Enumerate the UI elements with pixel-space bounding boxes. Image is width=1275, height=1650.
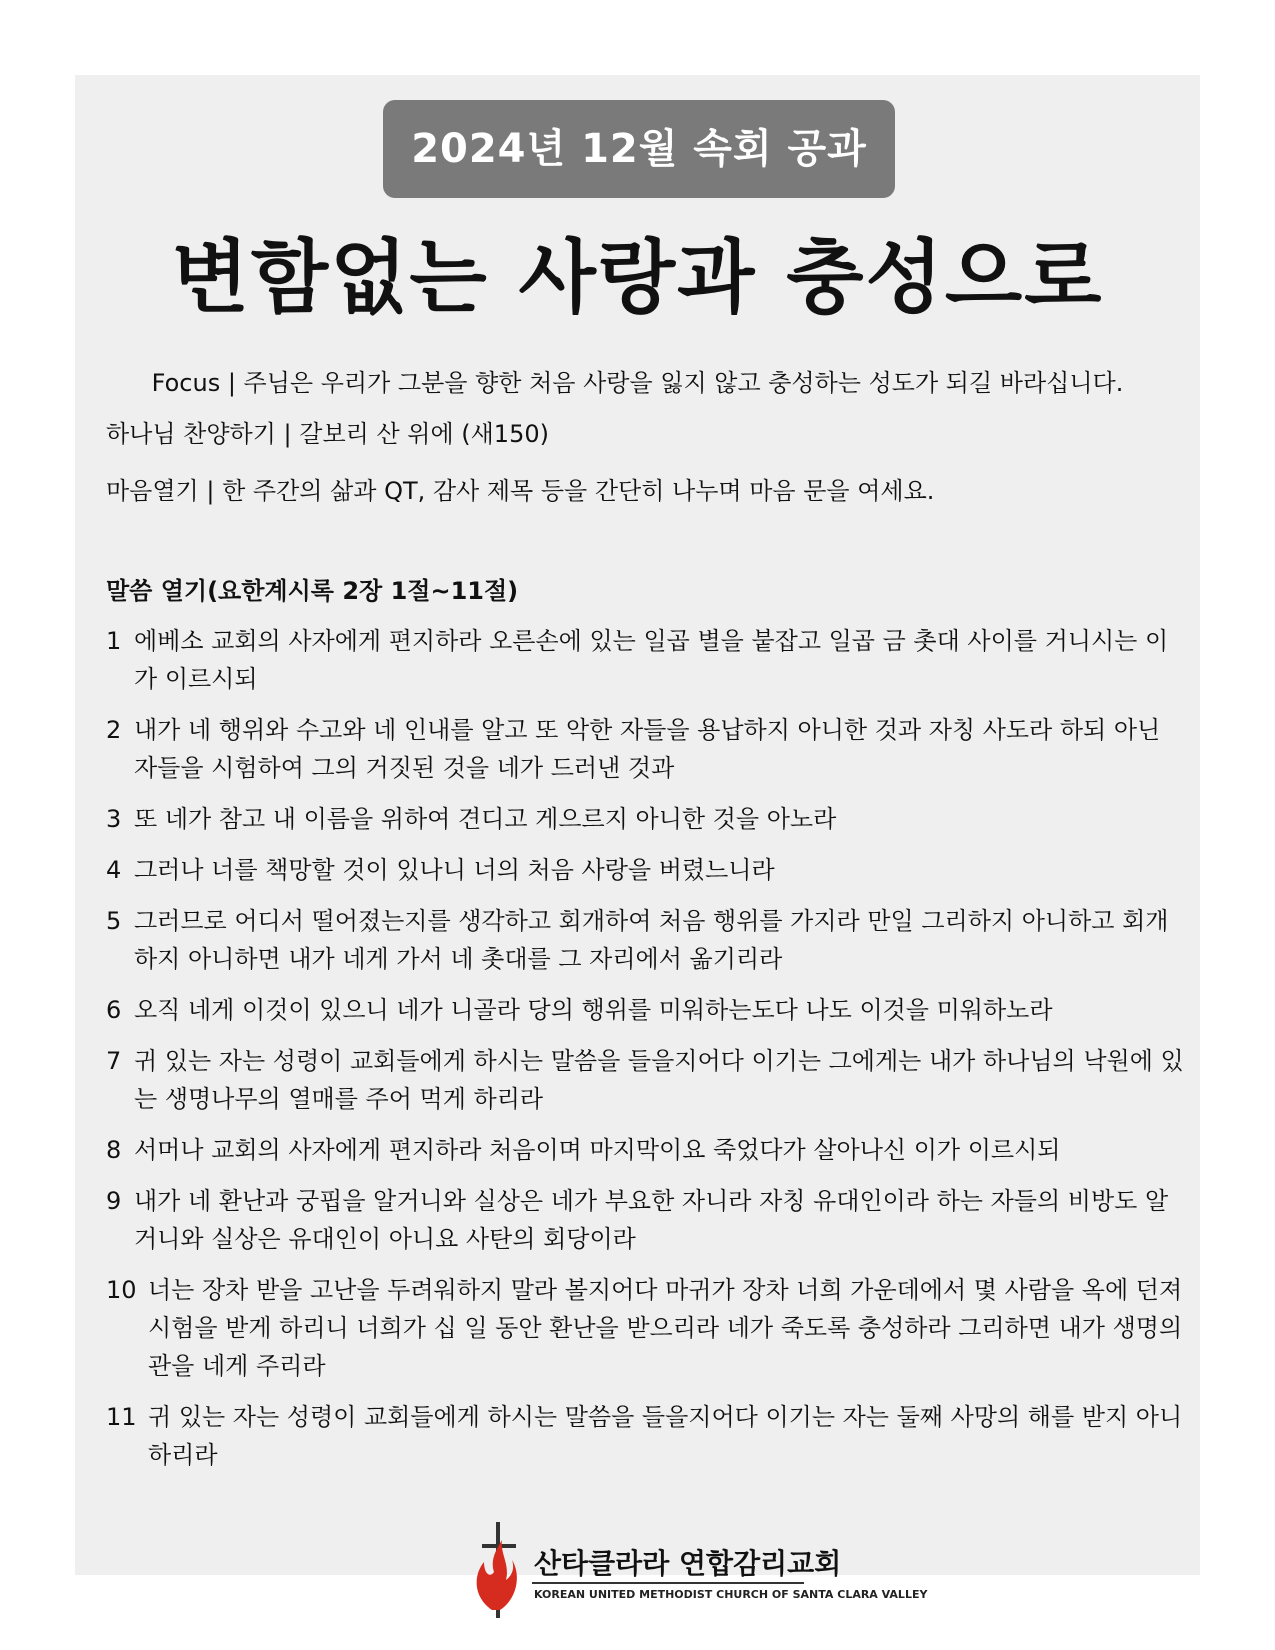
verse-text: 서머나 교회의 사자에게 편지하라 처음이며 마지막이요 죽었다가 살아나신 이가 이르시되 (134, 1136, 1061, 1164)
verse-item (106, 1271, 1186, 1385)
verse-number: 8 (106, 1136, 122, 1164)
verse-text: 그러나 너를 책망할 것이 있나니 너의 처음 사랑을 버렸느니라 (134, 856, 775, 884)
verse-list (106, 622, 1186, 1487)
verse-item (106, 1182, 1186, 1258)
verse-item (106, 1398, 1186, 1474)
verse-item (106, 711, 1186, 787)
verse-text: 에베소 교회의 사자에게 편지하라 오른손에 있는 일곱 별을 붙잡고 일곱 금 촛대 사이를 거니시는 이가 이르시되 (134, 627, 1169, 693)
verse-number: 6 (106, 996, 122, 1024)
verse-item (106, 991, 1186, 1029)
verse-number: 9 (106, 1187, 122, 1215)
verse-text: 너는 장차 받을 고난을 두려워하지 말라 볼지어다 마귀가 장차 너희 가운데에서 몇 사람을 옥에 던져 시험을 받게 하리니 너희가 십 일 동안 환난을 받으리라 네가 죽도록 충성하라 그리하면 내가 생명의 관을 네게 주리라 (148, 1276, 1183, 1380)
verse-item (106, 622, 1186, 698)
cross-flame-icon (470, 1520, 530, 1620)
verse-number: 10 (106, 1276, 137, 1304)
church-logo (470, 1520, 928, 1620)
verse-number: 3 (106, 805, 122, 833)
focus-statement: Focus | 주님은 우리가 그분을 향한 처음 사랑을 잃지 않고 충성하는 성도가 되길 바라십니다. (151, 369, 1124, 397)
verse-text: 귀 있는 자는 성령이 교회들에게 하시는 말씀을 들을지어다 이기는 자는 둘째 사망의 해를 받지 아니하리라 (148, 1403, 1183, 1469)
praise-line: 하나님 찬양하기 | 갈보리 산 위에 (새150) (106, 420, 549, 448)
verse-text: 내가 네 행위와 수고와 네 인내를 알고 또 악한 자들을 용납하지 아니한 것과 자칭 사도라 하되 아닌 자들을 시험하여 그의 거짓된 것을 네가 드러낸 것과 (134, 716, 1161, 782)
church-english-name: KOREAN UNITED METHODIST CHURCH OF SANTA CLARA VALLEY (534, 1588, 928, 1601)
verse-text: 그러므로 어디서 떨어졌는지를 생각하고 회개하여 처음 행위를 가지라 만일 그리하지 아니하고 회개하지 아니하면 내가 네게 가서 네 촛대를 그 자리에서 옮기리라 (134, 907, 1169, 973)
page-title: 변함없는 사랑과 충성으로 (171, 231, 1104, 324)
opening-line: 마음열기 | 한 주간의 삶과 QT, 감사 제목 등을 간단히 나누며 마음 문을 여세요. (106, 477, 935, 505)
church-name: 산타클라라 연합감리교회 (534, 1547, 842, 1580)
verse-item (106, 1042, 1186, 1118)
verse-number: 5 (106, 907, 122, 935)
verse-number: 4 (106, 856, 122, 884)
verse-number: 1 (106, 627, 122, 655)
verse-item (106, 902, 1186, 978)
verse-item (106, 1131, 1186, 1169)
verse-text: 또 네가 참고 내 이름을 위하여 견디고 게으르지 아니한 것을 아노라 (134, 805, 837, 833)
date-badge: 2024년 12월 속회 공과 (383, 100, 895, 198)
verse-item (106, 851, 1186, 889)
verse-text: 귀 있는 자는 성령이 교회들에게 하시는 말씀을 들을지어다 이기는 그에게는 내가 하나님의 낙원에 있는 생명나무의 열매를 주어 먹게 하리라 (134, 1047, 1184, 1113)
verse-text: 오직 네게 이것이 있으니 네가 니골라 당의 행위를 미워하는도다 나도 이것을 미워하노라 (134, 996, 1053, 1024)
logo-divider (532, 1582, 804, 1584)
flame-shape (477, 1540, 517, 1610)
verse-number: 7 (106, 1047, 122, 1075)
verse-item (106, 800, 1186, 838)
verse-number: 11 (106, 1403, 137, 1431)
verse-number: 2 (106, 716, 122, 744)
verse-text: 내가 네 환난과 궁핍을 알거니와 실상은 네가 부요한 자니라 자칭 유대인이라 하는 자들의 비방도 알거니와 실상은 유대인이 아니요 사탄의 회당이라 (134, 1187, 1169, 1253)
scripture-heading: 말씀 열기(요한계시록 2장 1절~11절) (106, 577, 519, 605)
